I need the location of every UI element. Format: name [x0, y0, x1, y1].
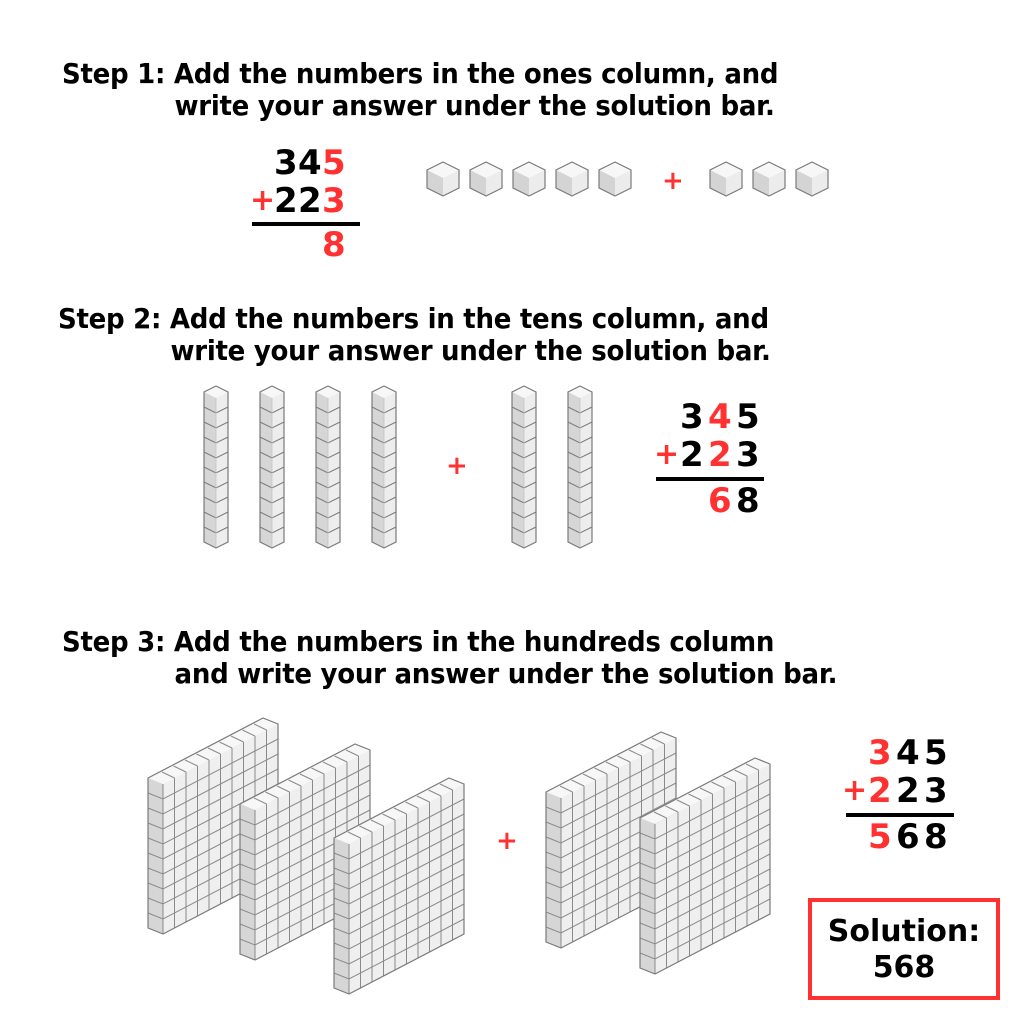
step-2-heading [58, 303, 771, 367]
step-2-line-1: Step 2: Add the numbers in the tens column, and [58, 302, 769, 335]
step-3-line-1: Step 3: Add the numbers in the hundreds column [62, 625, 775, 658]
digit-ones: 8 [322, 225, 346, 265]
unit-cubes-group-b [708, 160, 838, 200]
digit-ones: 5 [322, 143, 346, 183]
digit-tens: 2 [708, 435, 732, 475]
digit-hundreds: 2 [274, 181, 298, 221]
digit-hundreds: 3 [868, 733, 892, 773]
solution-label: Solution: [827, 914, 981, 949]
hundred-flats-group-a [146, 716, 486, 996]
digit-ones: 3 [924, 771, 948, 811]
unit-cube-icon [556, 162, 588, 196]
digit-ones: 8 [924, 817, 948, 857]
step-3-heading [62, 626, 837, 690]
unit-cube-icon [513, 162, 545, 196]
ten-rods-group-a [200, 384, 440, 554]
step-3-line-2: and write your answer under the solution bar. [174, 657, 838, 690]
bottom-addend [250, 182, 362, 220]
unit-cube-icon [470, 162, 502, 196]
unit-cube-icon [599, 162, 631, 196]
ten-rods-group-b [510, 384, 610, 554]
digit-tens: 4 [298, 143, 322, 183]
plus-operator: + [842, 773, 868, 808]
unit-cube-icon [753, 162, 785, 196]
digit-hundreds: 2 [680, 435, 704, 475]
step-1-line-2: write your answer under the solution bar. [174, 89, 775, 122]
hundred-flats-group-b [544, 730, 794, 990]
digit-hundreds: 5 [868, 817, 892, 857]
plus-operator: + [250, 183, 276, 218]
digit-ones: 5 [924, 733, 948, 773]
answer [842, 818, 957, 856]
digit-hundreds: 2 [868, 771, 892, 811]
ten-rod-icon [316, 386, 340, 548]
digit-hundreds: 3 [680, 397, 704, 437]
digit-tens: 6 [708, 481, 732, 521]
digit-ones: 5 [736, 397, 760, 437]
answer [654, 482, 766, 520]
answer [250, 226, 362, 264]
step-1-addition-problem [250, 144, 362, 264]
digit-tens: 2 [298, 181, 322, 221]
unit-cube-icon [427, 162, 459, 196]
digit-ones: 3 [322, 181, 346, 221]
digit-ones: 8 [736, 481, 760, 521]
ten-rod-icon [568, 386, 592, 548]
step-2-line-2: write your answer under the solution bar. [170, 334, 771, 367]
digit-tens: 4 [708, 397, 732, 437]
top-addend [842, 734, 957, 772]
bottom-addend [842, 772, 957, 810]
ten-rod-icon [204, 386, 228, 548]
step-3-addition-problem [842, 734, 957, 858]
step-2-plus-sign: + [446, 451, 468, 481]
unit-cube-icon [710, 162, 742, 196]
bottom-addend [654, 436, 766, 474]
top-addend [250, 144, 362, 182]
ten-rod-icon [512, 386, 536, 548]
solution-box [808, 898, 1000, 1000]
ten-rod-icon [372, 386, 396, 548]
unit-cubes-group-a [425, 160, 645, 200]
digit-tens: 2 [896, 771, 920, 811]
digit-ones: 3 [736, 435, 760, 475]
solution-value: 568 [872, 950, 936, 985]
unit-cube-icon [796, 162, 828, 196]
step-2-addition-problem [654, 398, 766, 522]
digit-tens: 4 [896, 733, 920, 773]
digit-hundreds: 3 [274, 143, 298, 183]
top-addend [654, 398, 766, 436]
step-1-plus-sign: + [662, 166, 684, 196]
digit-tens: 6 [896, 817, 920, 857]
plus-operator: + [654, 437, 680, 472]
step-3-plus-sign: + [496, 826, 518, 856]
step-1-line-1: Step 1: Add the numbers in the ones column, and [62, 57, 779, 90]
step-1-heading [62, 58, 778, 122]
ten-rod-icon [260, 386, 284, 548]
